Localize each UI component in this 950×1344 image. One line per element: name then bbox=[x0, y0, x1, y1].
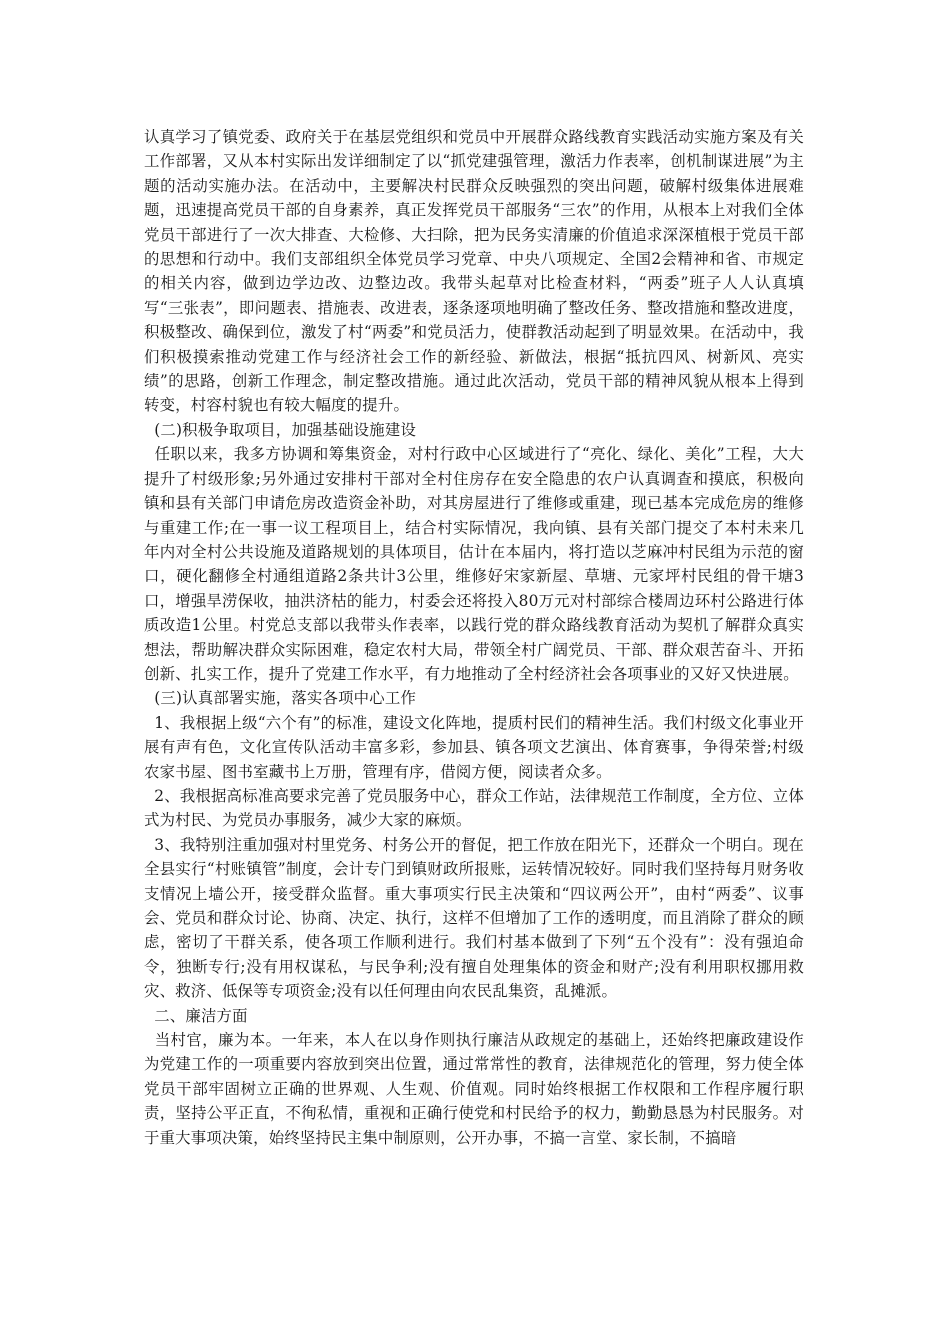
body-paragraph: 3、我特别注重加强对村里党务、村务公开的督促，把工作放在阳光下，还群众一个明白。现在全县实行“村账镇管”制度，会计专门到镇财政所报账，运转情况较好。同时我们坚持每月财务收支情况上墙公开，接受群众监督。重大事项实行民主决策和“四议两公开”，由村“两委”、议事会、党员和群众讨论、协商、决定、执行，这样不但增加了工作的透明度，而且消除了群众的顾虑，密切了干群关系，使各项工作顺利进行。我们村基本做到了下列“五个没有”：没有强迫命令，独断专行;没有用权谋私，与民争利;没有擅自处理集体的资金和财产;没有利用职权挪用救灾、救济、低保等专项资金;没有以任何理由向农民乱集资，乱摊派。 bbox=[144, 835, 804, 1001]
section-heading: (三)认真部署实施，落实各项中心工作 bbox=[144, 689, 417, 708]
body-paragraph: 任职以来，我多方协调和筹集资金，对村行政中心区域进行了“亮化、绿化、美化”工程，大大提升了村级形象;另外通过安排村干部对全村住房存在安全隐患的农户认真调查和摸底，积极向镇和县有关部门申请危房改造资金补助，对其房屋进行了维修或重建，现已基本完成危房的维修与重建工作;在一事一议工程项目上，结合村实际情况，我向镇、县有关部门提交了本村未来几年内对全村公共设施及道路规划的具体项目，估计在本届内，将打造以芝麻冲村民组为示范的窗口，硬化翻修全村通组道路2条共计3公里，维修好宋家新屋、草塘、元家坪村民组的骨干塘3口，增强旱涝保收，抽洪济枯的能力，村委会还将投入80万元对村部综合楼周边环村公路进行体质改造1公里。村党总支部以我带头作表率，以践行党的群众路线教育活动为契机了解群众真实想法，帮助解决群众实际困难，稳定农村大局，带领全村广阔党员、干部、群众艰苦奋斗、开拓创新、扎实工作，提升了党建工作水平，有力地推动了全村经济社会各项事业的又好又快进展。 bbox=[144, 445, 804, 683]
body-paragraph: 1、我根据上级“六个有”的标准，建设文化阵地，提质村民们的精神生活。我们村级文化事业开展有声有色，文化宣传队活动丰富多彩，参加县、镇各项文艺演出、体育赛事，争得荣誉;村级农家书屋、图书室藏书上万册，管理有序，借阅方便，阅读者众多。 bbox=[144, 713, 804, 781]
section-heading: 二、廉洁方面 bbox=[144, 1006, 248, 1025]
body-paragraph: 认真学习了镇党委、政府关于在基层党组织和党员中开展群众路线教育实践活动实施方案及有关工作部署，又从本村实际出发详细制定了以“抓党建强管理，激活力作表率，创机制谋进展”为主题的活动实施办法。在活动中，主要解决村民群众反映强烈的突出问题，破解村级集体进展难题，迅速提高党员干部的自身素养，真正发挥党员干部服务“三农”的作用，从根本上对我们全体党员干部进行了一次大排查、大检修、大扫除，把为民务实清廉的价值追求深深植根于党员干部的思想和行动中。我们支部组织全体党员学习党章、中央八项规定、全国2会精神和省、市规定的相关内容，做到边学边改、边整边改。我带头起草对比检查材料，“两委”班子人人认真填写“三张表”，即问题表、措施表、改进表，逐条逐项地明确了整改任务、整改措施和整改进度，积极整改、确保到位，激发了村“两委”和党员活力，使群教活动起到了明显效果。在活动中，我们积极摸索推动党建工作与经济社会工作的新经验、新做法，根据“抵抗四风、树新风、亮实绩”的思路，创新工作理念，制定整改措施。通过此次活动，党员干部的精神风貌从根本上得到转变，村容村貌也有较大幅度的提升。 bbox=[144, 128, 804, 415]
body-paragraph: 2、我根据高标准高要求完善了党员服务中心，群众工作站，法律规范工作制度，全方位、立体式为村民、为党员办事服务，减少大家的麻烦。 bbox=[144, 786, 804, 830]
section-heading: (二)积极争取项目，加强基础设施建设 bbox=[144, 420, 417, 439]
document-body bbox=[144, 125, 804, 1150]
body-paragraph: 当村官，廉为本。一年来，本人在以身作则执行廉洁从政规定的基础上，还始终把廉政建设作为党建工作的一项重要内容放到突出位置，通过常常性的教育，法律规范化的管理，努力使全体党员干部牢固树立正确的世界观、人生观、价值观。同时始终根据工作权限和工作程序履行职责，坚持公平正直，不徇私情，重视和正确行使党和村民给予的权力，勤勤恳恳为村民服务。对于重大事项决策，始终坚持民主集中制原则，公开办事，不搞一言堂、家长制，不搞暗 bbox=[144, 1031, 805, 1147]
